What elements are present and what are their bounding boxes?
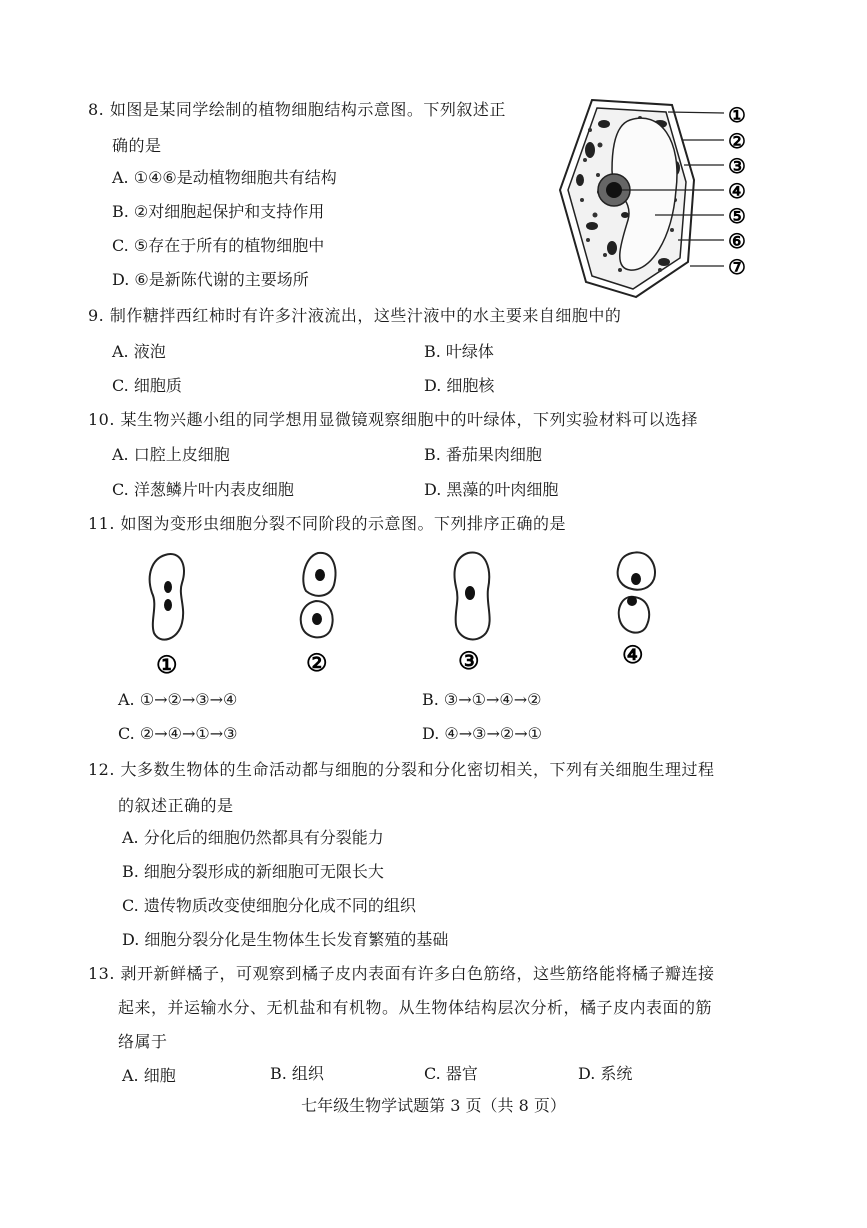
q9-option-b: B. 叶绿体 bbox=[424, 342, 494, 361]
q12-option-b: B. 细胞分裂形成的新细胞可无限长大 bbox=[122, 862, 384, 881]
amoeba-stage-3 bbox=[455, 552, 490, 639]
q12-stem-line2: 的叙述正确的是 bbox=[118, 796, 234, 815]
amoeba-division-figure bbox=[0, 545, 867, 705]
q13-stem-line2: 起来，并运输水分、无机盐和有机物。从生物体结构层次分析，橘子皮内表面的筋 bbox=[118, 998, 713, 1017]
q13-stem-line1: 13. 剥开新鲜橘子，可观察到橘子皮内表面有许多白色筋络，这些筋络能将橘子瓣连接 bbox=[88, 964, 715, 983]
q12-option-d: D. 细胞分裂分化是生物体生长发育繁殖的基础 bbox=[122, 930, 449, 949]
stage-label-1: ① bbox=[156, 650, 178, 679]
q8-option-b: B. ②对细胞起保护和支持作用 bbox=[112, 202, 325, 221]
stage-label-3: ③ bbox=[458, 646, 480, 675]
q9-option-a: A. 液泡 bbox=[112, 342, 166, 361]
q9-option-c: C. 细胞质 bbox=[112, 376, 182, 395]
q8-stem-line1: 8. 如图是某同学绘制的植物细胞结构示意图。下列叙述正 bbox=[88, 100, 506, 119]
q8-stem-line2: 确的是 bbox=[112, 136, 162, 155]
q8-option-c: C. ⑤存在于所有的植物细胞中 bbox=[112, 236, 325, 255]
nucleolus bbox=[606, 182, 622, 198]
q12-option-c: C. 遗传物质改变使细胞分化成不同的组织 bbox=[122, 896, 416, 915]
q10-stem: 10. 某生物兴趣小组的同学想用显微镜观察细胞中的叶绿体，下列实验材料可以选择 bbox=[88, 410, 699, 429]
stage-label-2: ② bbox=[306, 648, 328, 677]
q9-option-d: D. 细胞核 bbox=[424, 376, 495, 395]
q11-option-c: C. ②→④→①→③ bbox=[118, 724, 238, 743]
q11-stem: 11. 如图为变形虫细胞分裂不同阶段的示意图。下列排序正确的是 bbox=[88, 514, 567, 533]
q11-option-a: A. ①→②→③→④ bbox=[118, 690, 238, 709]
q13-option-b: B. 组织 bbox=[270, 1064, 324, 1083]
q8-option-d: D. ⑥是新陈代谢的主要场所 bbox=[112, 270, 309, 289]
label-1: ① bbox=[728, 103, 746, 127]
q10-option-b: B. 番茄果肉细胞 bbox=[424, 445, 542, 464]
page-footer: 七年级生物学试题第 3 页（共 8 页） bbox=[301, 1096, 566, 1115]
q9-stem: 9. 制作糖拌西红柿时有许多汁液流出，这些汁液中的水主要来自细胞中的 bbox=[88, 306, 622, 325]
q11-option-d: D. ④→③→②→① bbox=[422, 724, 543, 743]
q10-option-d: D. 黑藻的叶肉细胞 bbox=[424, 480, 559, 499]
amoeba-stage-2 bbox=[301, 553, 336, 638]
q13-stem-line3: 络属于 bbox=[118, 1032, 168, 1051]
q13-option-c: C. 器官 bbox=[424, 1064, 478, 1083]
q13-option-a: A. 细胞 bbox=[122, 1066, 176, 1085]
label-2: ② bbox=[728, 129, 746, 153]
amoeba-stage-1 bbox=[150, 554, 184, 640]
cell-part-labels bbox=[728, 103, 746, 279]
q10-option-c: C. 洋葱鳞片叶内表皮细胞 bbox=[112, 480, 294, 499]
q11-option-b: B. ③→①→④→② bbox=[422, 690, 542, 709]
q13-option-d: D. 系统 bbox=[578, 1064, 633, 1083]
label-5: ⑤ bbox=[728, 204, 746, 228]
stage-label-4: ④ bbox=[622, 640, 644, 669]
plant-cell-diagram bbox=[0, 0, 867, 320]
q8-option-a: A. ①④⑥是动植物细胞共有结构 bbox=[112, 168, 337, 187]
q10-option-a: A. 口腔上皮细胞 bbox=[112, 445, 230, 464]
label-3: ③ bbox=[728, 154, 746, 178]
label-6: ⑥ bbox=[728, 229, 746, 253]
q12-stem-line1: 12. 大多数生物体的生命活动都与细胞的分裂和分化密切相关，下列有关细胞生理过程 bbox=[88, 760, 715, 779]
label-7: ⑦ bbox=[728, 255, 746, 279]
q12-option-a: A. 分化后的细胞仍然都具有分裂能力 bbox=[122, 828, 384, 847]
label-4: ④ bbox=[728, 179, 746, 203]
amoeba-stage-4 bbox=[618, 552, 655, 632]
